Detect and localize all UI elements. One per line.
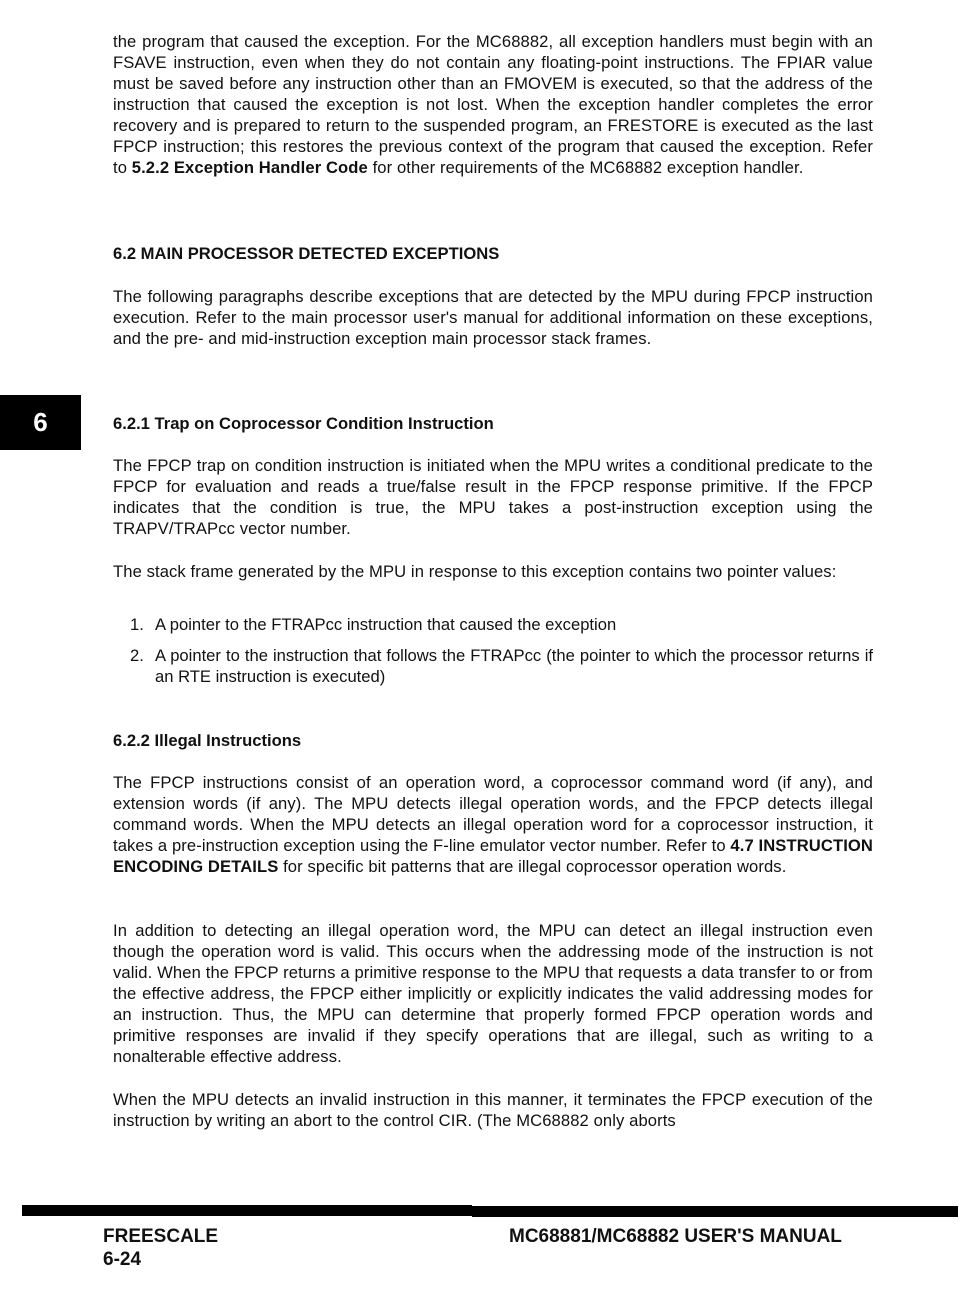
text: for specific bit patterns that are illegal coprocessor operation words. — [278, 857, 787, 876]
text: The FPCP instructions consist of an operation word, a coprocessor command word (if any), and extension words (if any). The MPU detects illegal operation words, and the FPCP detects illegal command words. When the MPU detects an illegal operation word for a coprocessor instruction, it takes a pre-instruction exception using the F-line emulator vector number. Refer to — [113, 773, 873, 855]
section-heading-6-2-1: 6.2.1 Trap on Coprocessor Condition Instruction — [113, 414, 494, 433]
page-number: 6-24 — [103, 1249, 142, 1270]
chapter-tab — [0, 395, 81, 450]
section-6-2-1-paragraph-2: The stack frame generated by the MPU in response to this exception contains two pointer values: — [113, 562, 837, 581]
list-number: 2. — [130, 646, 144, 665]
section-6-2-1-paragraph-1: The FPCP trap on condition instruction is initiated when the MPU writes a conditional predicate to the FPCP for evaluation and reads a true/false result in the FPCP response primitive. If the FPCP indicates that the condition is true, the MPU takes a post-instruction exception using the TRAPV/TRAPcc vector number. — [113, 456, 873, 538]
list-item — [130, 614, 873, 635]
list-text: A pointer to the instruction that follows the FTRAPcc (the pointer to which the processor returns if an RTE instruction is executed) — [155, 646, 873, 686]
list-text: A pointer to the FTRAPcc instruction that caused the exception — [155, 615, 617, 634]
chapter-number: 6 — [33, 407, 48, 437]
text: for other requirements of the MC68882 exception handler. — [367, 158, 804, 177]
section-heading-6-2: 6.2 MAIN PROCESSOR DETECTED EXCEPTIONS — [113, 244, 500, 263]
cross-reference: 4.7 INSTRUCTION ENCODING DETAILS — [113, 836, 873, 876]
list-item — [130, 645, 873, 687]
footer-rule — [472, 1206, 958, 1217]
footer-brand: FREESCALE — [103, 1226, 219, 1247]
section-6-2-2-paragraph-3: When the MPU detects an invalid instruction in this manner, it terminates the FPCP execution of the instruction by writing an abort to the control CIR. (The MC68882 only aborts — [113, 1090, 873, 1130]
cross-reference: 5.2.2 Exception Handler Code — [131, 158, 368, 177]
section-6-2-2-paragraph-2: In addition to detecting an illegal operation word, the MPU can detect an illegal instruction even though the operation word is valid. This occurs when the addressing mode of the instruction is not valid. When the FPCP returns a primitive response to the MPU that requests a data transfer to or from the effective address, the FPCP either implicitly or explicitly indicates the valid addressing modes for an instruction. Thus, the MPU can determine that properly formed FPCP operation words and primitive responses are invalid if they specify operations that are illegal, such as writing to a nonalterable effective address. — [113, 921, 873, 1066]
manual-title: MC68881/MC68882 USER'S MANUAL — [509, 1226, 842, 1247]
section-heading-6-2-2: 6.2.2 Illegal Instructions — [113, 731, 302, 750]
footer-rule — [22, 1205, 472, 1216]
text: the program that caused the exception. For the MC68882, all exception handlers must begin with an FSAVE instruction, even when they do not contain any floating-point instructions. The FPIAR value must be saved before any instruction other than an FMOVEM is executed, so that the address of the instruction that caused the exception is not lost. When the exception handler completes the error recovery and is prepared to return to the suspended program, an FRESTORE is executed as the last FPCP instruction; this restores the previous context of the program that caused the exception. Refer to — [113, 32, 873, 177]
section-6-2-2-paragraph-1 — [113, 772, 873, 877]
intro-paragraph — [113, 31, 873, 178]
section-6-2-paragraph: The following paragraphs describe exceptions that are detected by the MPU during FPCP instruction execution. Refer to the main processor user's manual for additional information on these exceptions, and the pre- and mid-instruction exception main processor stack frames. — [113, 287, 873, 348]
list-number: 1. — [130, 615, 144, 634]
